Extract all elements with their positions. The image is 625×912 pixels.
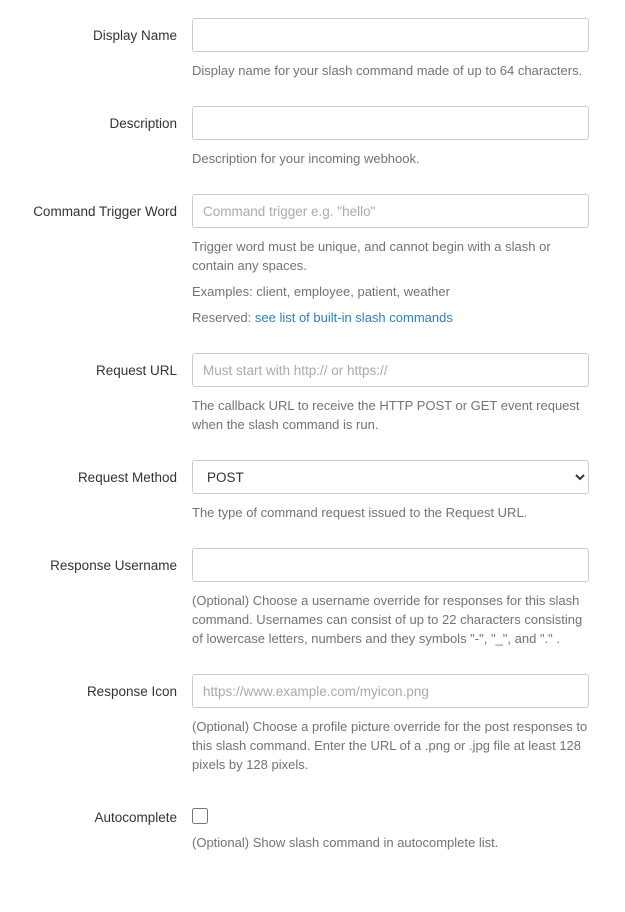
field-display-name bbox=[0, 18, 607, 80]
control-request-url bbox=[192, 353, 607, 434]
autocomplete-checkbox[interactable] bbox=[192, 808, 208, 824]
field-autocomplete bbox=[0, 800, 607, 852]
spacer bbox=[0, 522, 607, 548]
label-request-url: Request URL bbox=[95, 363, 177, 378]
field-response-username bbox=[0, 548, 607, 648]
field-command-trigger-word bbox=[0, 194, 607, 327]
help-request-method: The type of command request issued to the Request URL. bbox=[192, 505, 528, 520]
response-username-input[interactable] bbox=[192, 548, 589, 582]
command-trigger-word-input[interactable] bbox=[192, 194, 589, 228]
help-request-url: The callback URL to receive the HTTP POST or GET event request when the slash command is run. bbox=[192, 398, 580, 432]
reserved-prefix: Reserved: bbox=[192, 310, 255, 325]
display-name-input[interactable] bbox=[192, 18, 589, 52]
help-description: Description for your incoming webhook. bbox=[192, 151, 420, 166]
field-request-method bbox=[0, 460, 607, 522]
control-description bbox=[192, 106, 607, 168]
label-response-icon: Response Icon bbox=[86, 684, 177, 699]
label-response-username: Response Username bbox=[50, 558, 177, 573]
spacer bbox=[0, 648, 607, 674]
control-request-method bbox=[192, 460, 607, 522]
spacer bbox=[0, 168, 607, 194]
help-autocomplete: (Optional) Show slash command in autocomplete list. bbox=[192, 835, 499, 850]
label-command-trigger-word: Command Trigger Word bbox=[33, 204, 177, 219]
label-display-name: Display Name bbox=[92, 28, 177, 43]
help-display-name: Display name for your slash command made of up to 64 characters. bbox=[192, 63, 583, 78]
control-autocomplete bbox=[192, 800, 607, 852]
request-method-select[interactable] bbox=[192, 460, 589, 494]
spacer bbox=[0, 434, 607, 460]
description-input[interactable] bbox=[192, 106, 589, 140]
autocomplete-checkbox-wrap bbox=[192, 800, 589, 824]
help-command-trigger-examples: Examples: client, employee, patient, weather bbox=[192, 284, 450, 299]
request-url-input[interactable] bbox=[192, 353, 589, 387]
spacer bbox=[0, 774, 607, 800]
spacer bbox=[0, 327, 607, 353]
spacer bbox=[0, 80, 607, 106]
built-in-slash-commands-link[interactable]: see list of built-in slash commands bbox=[254, 310, 453, 325]
control-response-username bbox=[192, 548, 607, 648]
control-display-name bbox=[192, 18, 607, 80]
help-response-icon: (Optional) Choose a profile picture override for the post responses to this slash command. Enter the URL of a .png or .jpg file at least 128 pixels by 128 pixels. bbox=[192, 719, 588, 772]
label-autocomplete: Autocomplete bbox=[94, 810, 177, 825]
label-request-method: Request Method bbox=[77, 470, 177, 485]
field-response-icon bbox=[0, 674, 607, 774]
control-command-trigger-word bbox=[192, 194, 607, 327]
field-description bbox=[0, 106, 607, 168]
help-command-trigger-reserved bbox=[192, 308, 589, 327]
response-icon-input[interactable] bbox=[192, 674, 589, 708]
help-command-trigger-rules: Trigger word must be unique, and cannot begin with a slash or contain any spaces. bbox=[192, 239, 551, 273]
field-request-url bbox=[0, 353, 607, 434]
label-description: Description bbox=[109, 116, 177, 131]
help-response-username: (Optional) Choose a username override for responses for this slash command. Usernames can consist of up to 22 characters consisting of lowercase letters, numbers and they symbols "-", "_", and "." . bbox=[192, 593, 583, 646]
control-response-icon bbox=[192, 674, 607, 774]
